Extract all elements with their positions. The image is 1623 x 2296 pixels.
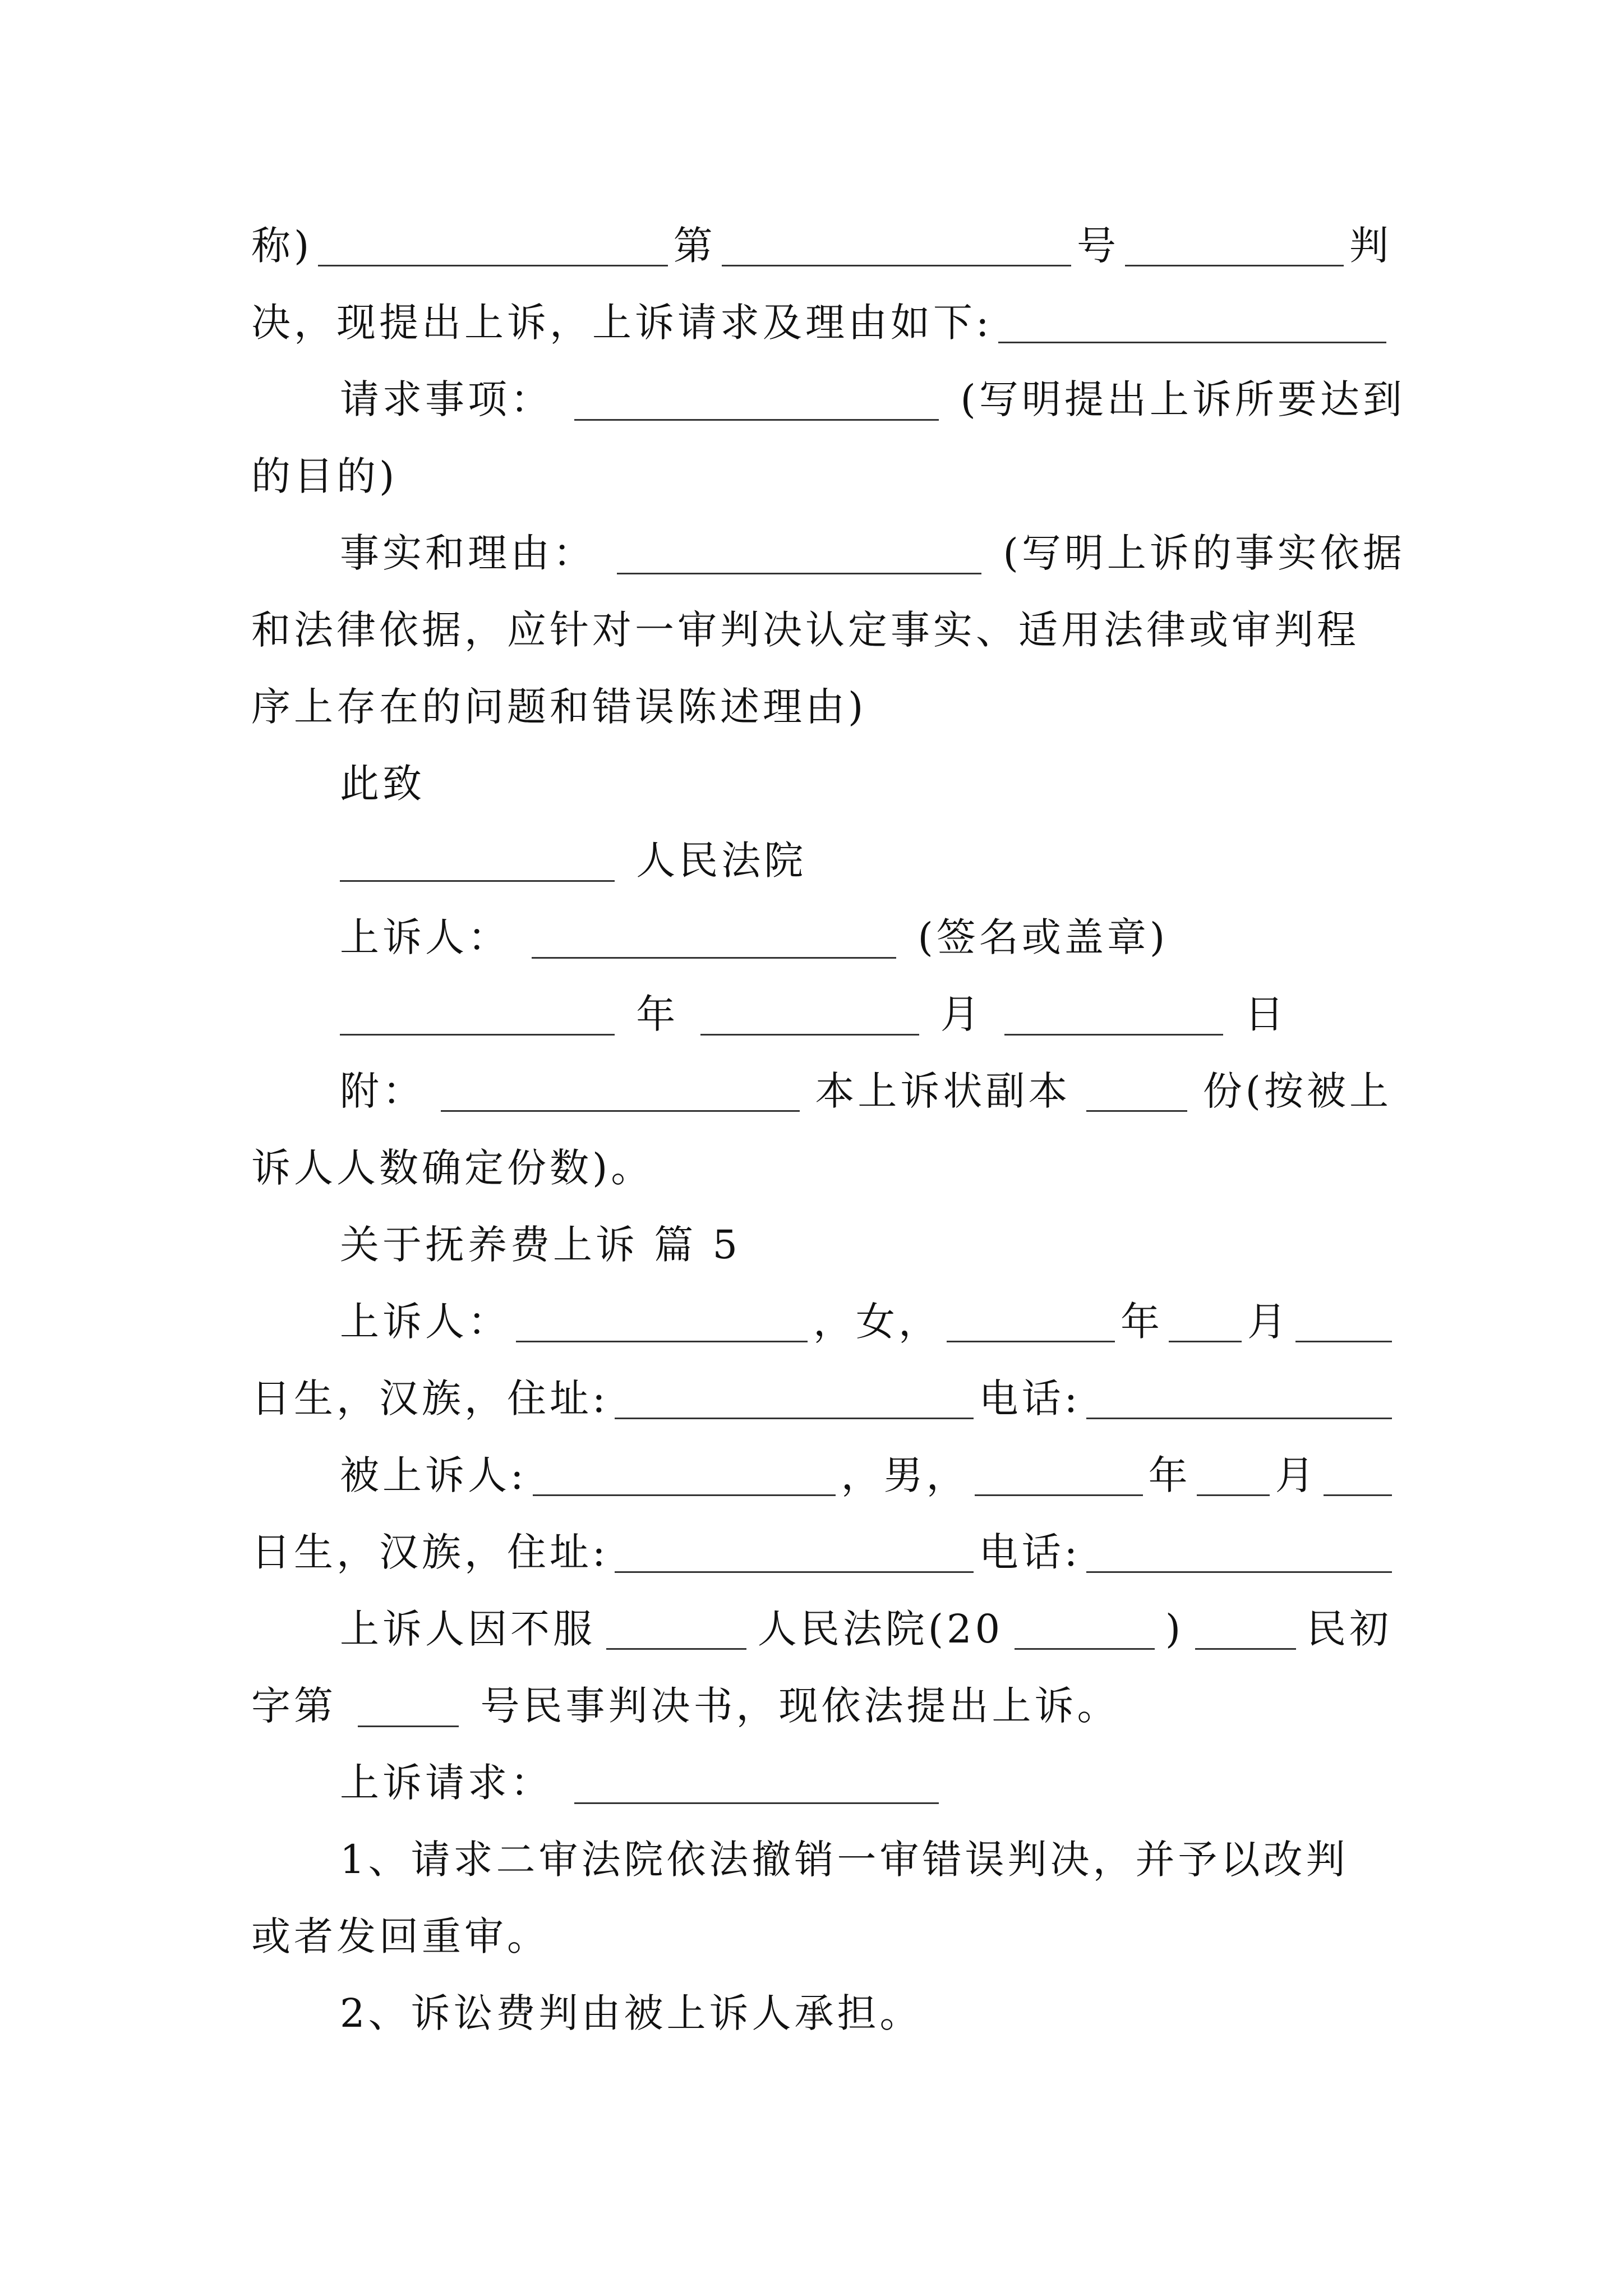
text-line [251, 1514, 1392, 1591]
fill-blank [441, 1071, 800, 1112]
text-line [251, 361, 1405, 438]
text-segment: 上诉请求： [340, 1760, 553, 1806]
text-line [251, 976, 1392, 1053]
fill-blank [574, 1763, 939, 1804]
fill-blank [1169, 1301, 1242, 1342]
text-segment: 事实和理由： [340, 530, 596, 576]
fill-blank [340, 841, 615, 882]
text-line [251, 284, 1392, 361]
text-segment: 月 [1275, 1452, 1318, 1498]
text-line [251, 669, 1392, 746]
fill-blank [358, 1686, 459, 1727]
text-line [251, 1745, 1392, 1821]
text-segment: 上诉人因不服 [340, 1606, 596, 1652]
fill-blank [975, 1455, 1143, 1496]
fill-blank [1324, 1455, 1392, 1496]
text-segment: 被上诉人: [340, 1452, 527, 1498]
text-segment: ) [1165, 1606, 1184, 1652]
text-line [251, 1360, 1392, 1437]
fill-blank [318, 226, 667, 266]
text-segment: (写明上诉的事实依据 [1003, 530, 1405, 576]
text-segment: 第 [673, 223, 716, 269]
text-segment: 诉人人数确定份数)。 [251, 1145, 654, 1191]
fill-blank [998, 302, 1386, 343]
text-segment: 附： [340, 1068, 425, 1114]
text-segment: 2、诉讼费判由被上诉人承担。 [340, 1990, 923, 2036]
text-line [251, 515, 1405, 592]
text-segment: 电话: [979, 1529, 1081, 1575]
text-segment: (签名或盖章) [917, 914, 1169, 960]
text-segment: 上诉人： [340, 1299, 510, 1345]
text-segment: 日生，汉族，住址: [251, 1529, 609, 1575]
text-segment: ，女， [813, 1299, 941, 1345]
text-segment: 人民法院(20 [757, 1606, 1004, 1652]
text-line [251, 1283, 1392, 1360]
text-segment: 电话: [979, 1375, 1081, 1421]
text-segment: 号 [1077, 223, 1119, 269]
fill-blank [1197, 1455, 1270, 1496]
fill-blank [615, 1532, 974, 1573]
fill-blank [516, 1301, 808, 1342]
text-segment: 或者发回重审。 [251, 1913, 550, 1959]
text-segment: 号民事判决书，现依法提出上诉。 [480, 1683, 1120, 1729]
section-heading [251, 1207, 1392, 1283]
fill-blank [1195, 1609, 1296, 1650]
text-line [251, 208, 1392, 284]
fill-blank [533, 1455, 836, 1496]
text-line [251, 1591, 1392, 1668]
fill-blank [1125, 226, 1344, 266]
text-segment: 决，现提出上诉，上诉请求及理由如下: [251, 300, 993, 346]
fill-blank [700, 995, 919, 1036]
fill-blank [606, 1609, 746, 1650]
text-segment: 本上诉状副本 [815, 1068, 1071, 1114]
text-line [251, 1437, 1392, 1514]
text-segment: 日 [1244, 991, 1288, 1037]
text-segment: 字第 [251, 1683, 336, 1729]
text-line [251, 438, 1392, 515]
text-segment: 序上存在的问题和错误陈述理由) [251, 684, 867, 730]
text-line [251, 1975, 1392, 2052]
text-line [251, 822, 1392, 899]
text-line [251, 899, 1392, 976]
fill-blank [574, 380, 939, 421]
text-segment: (写明提出上诉所要达到 [960, 376, 1405, 422]
text-segment: 年 [1121, 1299, 1163, 1345]
fill-blank [1086, 1071, 1187, 1112]
text-segment: 民初 [1306, 1606, 1392, 1652]
text-segment: 此致 [340, 761, 425, 807]
text-line [251, 1898, 1392, 1975]
text-segment: 月 [940, 991, 983, 1037]
text-segment: 日生，汉族，住址: [251, 1375, 609, 1421]
fill-blank [1004, 995, 1223, 1036]
text-line [251, 1053, 1392, 1130]
text-segment: 判 [1349, 223, 1392, 269]
text-segment: 份(按被上 [1202, 1068, 1392, 1114]
text-segment: ，男， [841, 1452, 969, 1498]
text-line [251, 1821, 1392, 1898]
text-segment: 的目的) [251, 453, 398, 499]
text-segment: 请求事项： [340, 376, 553, 422]
fill-blank [1086, 1378, 1392, 1419]
fill-blank [1086, 1532, 1392, 1573]
text-line [251, 1668, 1392, 1745]
text-segment: 年 [636, 991, 679, 1037]
fill-blank [1295, 1301, 1392, 1342]
text-segment: 上诉人： [340, 914, 510, 960]
fill-blank [617, 533, 981, 574]
text-segment: 关于抚养费上诉 篇 5 [340, 1222, 741, 1268]
fill-blank [722, 226, 1071, 266]
text-segment: 年 [1148, 1452, 1191, 1498]
text-segment: 人民法院 [636, 838, 807, 884]
fill-blank [947, 1301, 1115, 1342]
text-line [251, 1130, 1392, 1207]
text-segment: 称) [251, 223, 313, 269]
fill-blank [532, 918, 896, 959]
text-segment: 月 [1247, 1299, 1290, 1345]
text-line [251, 746, 1392, 822]
text-segment: 1、请求二审法院依法撤销一审错误判决，并予以改判 [340, 1837, 1349, 1883]
text-segment: 和法律依据，应针对一审判决认定事实、适用法律或审判程 [251, 607, 1359, 653]
fill-blank [340, 995, 615, 1036]
document-page [251, 208, 1405, 2052]
fill-blank [615, 1378, 974, 1419]
fill-blank [1015, 1609, 1155, 1650]
text-line [251, 592, 1392, 669]
